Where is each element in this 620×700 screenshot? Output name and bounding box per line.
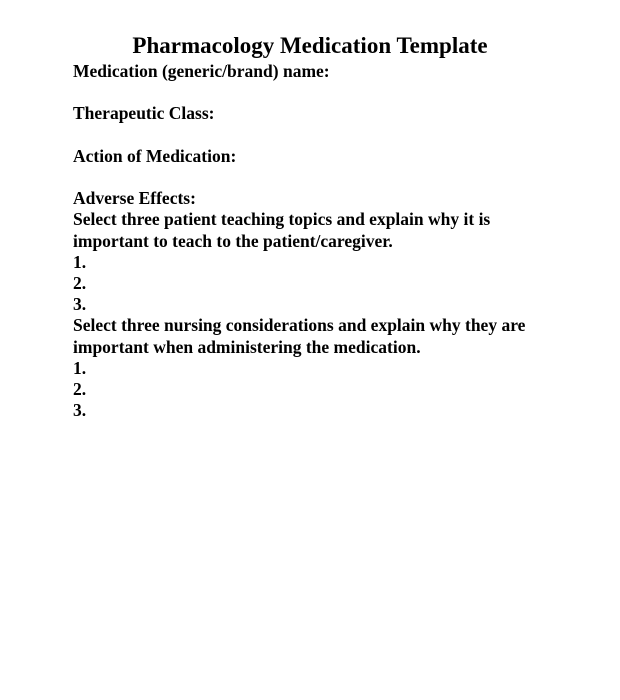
page-title: Pharmacology Medication Template [132,33,488,58]
spacer [73,167,593,188]
teaching-item-2: 2. [73,272,87,293]
nursing-prompt-line-1: Select three nursing considerations and explain why they are [73,315,526,336]
therapeutic-class-label: Therapeutic Class: [73,103,215,124]
spacer [73,125,593,146]
nursing-item-1: 1. [73,357,87,378]
teaching-prompt-line-1: Select three patient teaching topics and explain why it is [73,209,491,230]
medication-name-label: Medication (generic/brand) name: [73,61,330,81]
action-of-medication-label: Action of Medication: [73,145,237,166]
teaching-prompt-line-2: important to teach to the patient/caregiver. [73,230,393,251]
adverse-effects-label: Adverse Effects: [73,188,196,209]
nursing-item-3: 3. [73,400,87,421]
nursing-item-2: 2. [73,379,87,399]
teaching-item-3: 3. [73,294,87,315]
template-body [73,61,593,421]
teaching-item-1: 1. [73,251,87,272]
spacer [73,82,593,103]
nursing-prompt-line-2: important when administering the medication. [73,336,421,357]
